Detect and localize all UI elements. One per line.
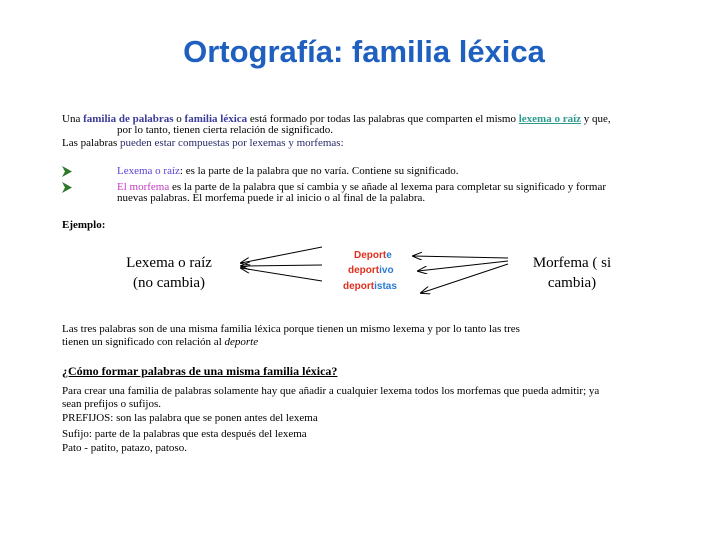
howto-line-3: PREFIJOS: son las palabra que se ponen antes del lexema xyxy=(62,412,318,424)
intro-line-2: por lo tanto, tienen cierta relación de significado. xyxy=(117,124,333,136)
example-label: Ejemplo: xyxy=(62,219,106,231)
arrow-to-lexema-2 xyxy=(241,265,322,266)
howto-line-1: Para crear una familia de palabras solamente hay que añadir a cualquier lexema todos los morfemas que pueda admitir; ya xyxy=(62,385,600,397)
arrow-to-morfema-2 xyxy=(418,261,508,271)
conclusion-line-2: tienen un significado con relación al deporte xyxy=(62,336,259,348)
term-familia-lexica: familia léxica xyxy=(184,113,248,125)
intro-line-1: Una familia de palabras o familia léxica está formado por todas las palabras que comparten el mismo lexema o raíz y que, xyxy=(62,113,611,125)
intro-line-3: Las palabras pueden estar compuestas por lexemas y morfemas: xyxy=(62,137,344,149)
word-deporte: Deporte xyxy=(354,250,392,261)
howto-question: ¿Cómo formar palabras de una misma familia léxica? xyxy=(62,364,338,378)
howto-line-5: Pato - patito, patazo, patoso. xyxy=(62,442,187,454)
howto-line-4: Sufijo: parte de la palabras que esta después del lexema xyxy=(62,428,307,440)
page-title: Ortografía: familia léxica xyxy=(183,34,545,69)
term-familia-palabras: familia de palabras xyxy=(83,113,174,125)
morfema-box: Morfema ( si cambia) xyxy=(532,255,612,291)
word-deportistas: deportistas xyxy=(343,281,397,292)
lexema-box: Lexema o raíz (no cambia) xyxy=(126,255,212,291)
arrow-to-morfema-3 xyxy=(421,264,508,293)
word-deportivo: deportivo xyxy=(348,265,394,276)
arrow-to-morfema-1 xyxy=(413,256,508,258)
bullet-morfema: El morfema es la parte de la palabra que sí cambia y se añade al lexema para completar su significado y formar xyxy=(117,181,606,193)
conclusion-line-1: Las tres palabras son de una misma familia léxica porque tienen un mismo lexema y por lo tanto las tres xyxy=(62,323,520,335)
arrow-to-lexema-1 xyxy=(241,247,322,263)
bullet-morfema-line-2: nuevas palabras. El morfema puede ir al inicio o al final de la palabra. xyxy=(117,192,426,204)
howto-line-2: sean prefijos o sufijos. xyxy=(62,398,161,410)
arrow-to-lexema-3 xyxy=(241,268,322,281)
bullet-lexema: Lexema o raíz: es la parte de la palabra que no varía. Contiene su significado. xyxy=(117,165,459,177)
term-lexema-raiz: lexema o raíz xyxy=(518,113,582,125)
